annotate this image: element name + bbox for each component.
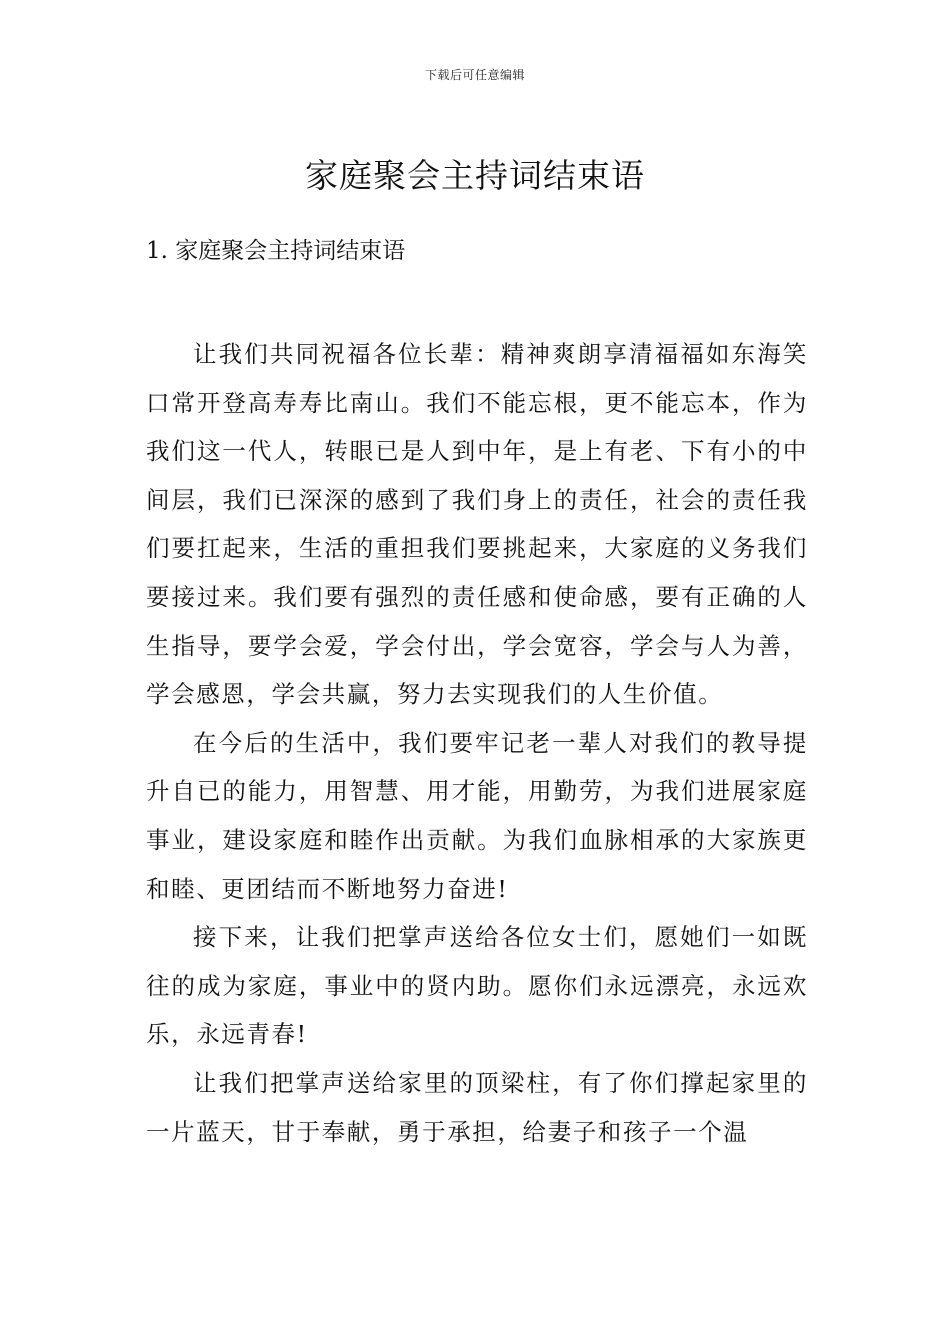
header-note: 下载后可任意编辑 [424,68,525,82]
section-heading: 1. 家庭聚会主持词结束语 [146,238,406,264]
document-title: 家庭聚会主持词结束语 [305,156,645,196]
paragraph-3: 接下来，让我们把掌声送给各位女士们，愿她们一如既往的成为家庭，事业中的贤内助。愿你们永远漂亮，永远欢乐，永远青春! [146,923,808,1049]
paragraph-4: 让我们把掌声送给家里的顶梁柱，有了你们撑起家里的一片蓝天，甘于奉献，勇于承担，给妻子和孩子一个温 [146,1068,808,1146]
paragraph-1: 让我们共同祝福各位长辈：精神爽朗享清福福如东海笑口常开登高寿寿比南山。我们不能忘根，更不能忘本，作为我们这一代人，转眼已是人到中年，是上有老、下有小的中间层，我们已深深的感到了我们身上的责任，社会的责任我们要扛起来，生活的重担我们要挑起来，大家庭的义务我们要接过来。我们要有强烈的责任感和使命感，要有正确的人生指导，要学会爱，学会付出，学会宽容，学会与人为善，学会感恩，学会共赢，努力去实现我们的人生价值。 [146,340,808,709]
paragraph-2: 在今后的生活中，我们要牢记老一辈人对我们的教导提升自已的能力，用智慧、用才能，用勤劳，为我们进展家庭事业，建设家庭和睦作出贡献。为我们血脉相承的大家族更和睦、更团结而不断地努力奋进! [146,728,808,903]
body-text [146,330,808,1156]
